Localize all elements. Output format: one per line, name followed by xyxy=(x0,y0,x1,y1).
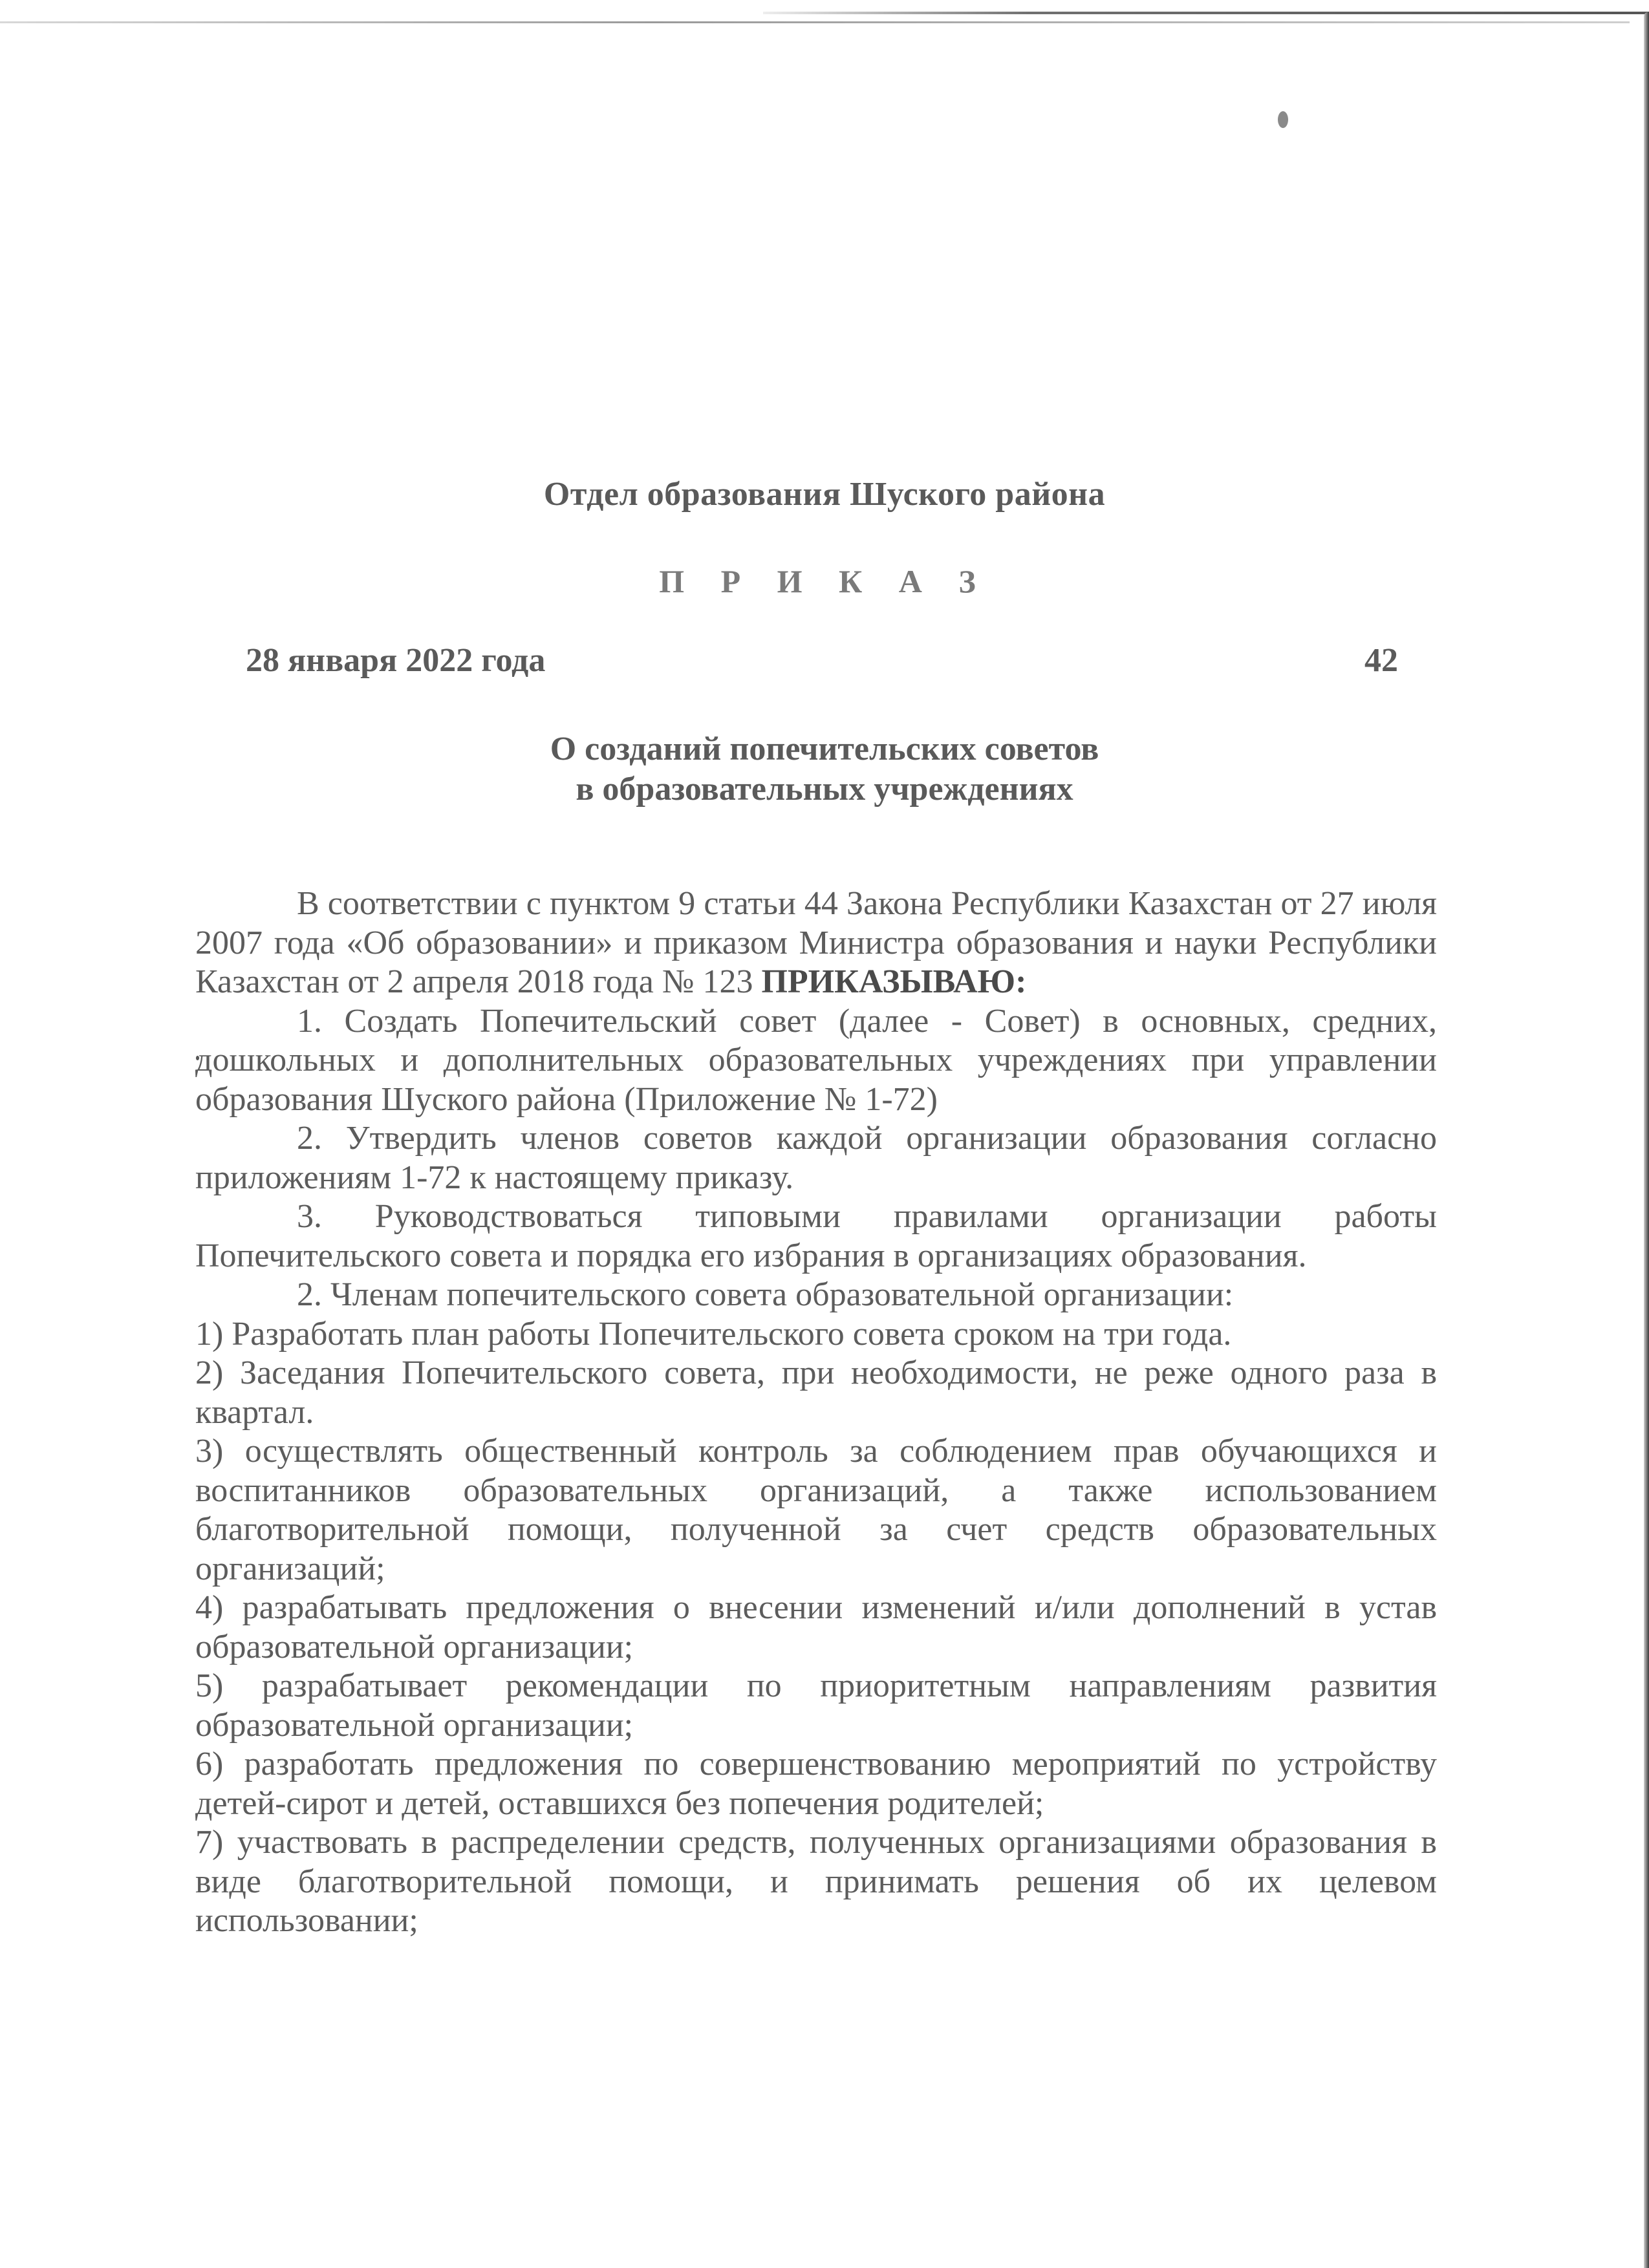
order-title-line: в образовательных учреждениях xyxy=(576,771,1073,808)
subpoint-item: 6) разработать предложения по совершенствованию мероприятий по устройству детей-сирот и детей, оставшихся без попечения родителей; xyxy=(195,1746,1437,1822)
document-type: П Р И К А З xyxy=(659,563,990,599)
subpoint-item: 4) разрабатывать предложения о внесении изменений и/или дополнений в устав образовательной организации; xyxy=(195,1589,1437,1665)
ink-smudge xyxy=(1278,111,1288,128)
organization-name: Отдел образования Шуского района xyxy=(543,476,1106,513)
point-item: 2. Членам попечительского совета образовательной организации: xyxy=(297,1276,1234,1313)
order-date: 28 января 2022 года xyxy=(246,642,546,679)
order-title xyxy=(0,729,1649,809)
preamble-paragraph xyxy=(195,884,1437,1002)
order-body xyxy=(195,884,1437,1941)
preamble-command: ПРИКАЗЫВАЮ: xyxy=(761,963,1027,1000)
subpoint-item: 5) разрабатывает рекомендации по приоритетным направлениям развития образовательной организации; xyxy=(195,1667,1437,1744)
preamble-text: В соответствии с пунктом 9 статьи 44 Закона Республики Казахстан от 27 июля 2007 года «Об образовании» и приказом Министра образования и науки Республики Казахстан от 2 апреля 2018 года № 123 xyxy=(195,885,1437,1000)
point-item: 3. Руководствоваться типовыми правилами организации работы Попечительского совета и порядка его избрания в организациях образования. xyxy=(195,1198,1437,1274)
subpoint-item: 2) Заседания Попечительского совета, при необходимости, не реже одного раза в квартал. xyxy=(195,1354,1437,1431)
scan-edge-line xyxy=(0,21,1630,23)
point-item: 2. Утвердить членов советов каждой организации образования согласно приложениям 1-72 к настоящему приказу. xyxy=(195,1120,1437,1196)
scan-edge-right xyxy=(1644,12,1649,2268)
subpoint-item: 3) осуществлять общественный контроль за соблюдением прав обучающихся и воспитанников образовательных организаций, а также использованием благотворительной помощи, полученной за счет средств образовательных организаций; xyxy=(195,1433,1437,1587)
subpoint-item: 7) участвовать в распределении средств, полученных организациями образования в виде благотворительной помощи, и принимать решения об их целевом использовании; xyxy=(195,1824,1437,1939)
order-number: 42 xyxy=(1364,642,1398,679)
point-item: 1. Создать Попечительский совет (далее - Совет) в основных, средних, дошкольных и дополнительных образовательных учреждениях при управлении образования Шуского района (Приложение № 1-72) xyxy=(195,1002,1437,1118)
scan-edge-top xyxy=(763,12,1649,14)
order-title-line: О созданий попечительских советов xyxy=(550,731,1099,767)
subpoint-item: 1) Разработать план работы Попечительского совета сроком на три года. xyxy=(195,1315,1232,1353)
